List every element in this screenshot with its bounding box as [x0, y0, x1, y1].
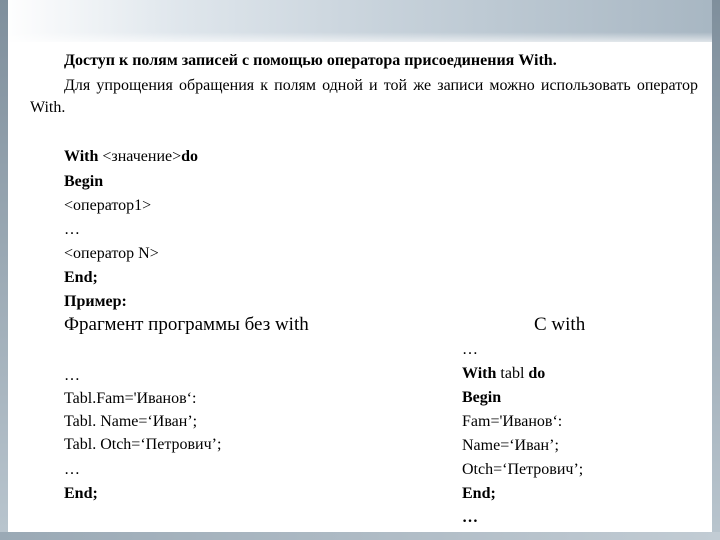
- syntax-ellipsis: …: [64, 221, 80, 238]
- left-end: End;: [64, 485, 98, 502]
- left-line-fam: Tabl.Fam='Иванов‘:: [64, 390, 197, 407]
- right-border: [712, 0, 720, 540]
- right-tabl: tabl: [496, 365, 529, 382]
- right-with-keyword: With: [462, 365, 497, 382]
- right-line-name: Name=‘Иван’;: [462, 437, 559, 454]
- do-keyword: do: [181, 148, 199, 165]
- right-line-fam: Fam='Иванов‘:: [462, 413, 563, 430]
- right-line-otch: Otch=‘Петрович’;: [462, 461, 584, 478]
- left-line-name: Tabl. Name=‘Иван’;: [64, 413, 198, 430]
- example-label: Пример:: [64, 293, 127, 310]
- syntax-end: End;: [64, 269, 98, 286]
- right-ellipsis: …: [462, 341, 478, 358]
- top-border-fade: [0, 0, 720, 46]
- with-value: <значение>: [102, 148, 182, 165]
- syntax-operator1: <оператор1>: [64, 197, 152, 214]
- left-ellipsis: …: [64, 367, 80, 384]
- syntax-begin: Begin: [64, 173, 104, 190]
- right-do-keyword: do: [528, 365, 546, 382]
- slide-heading: Доступ к полям записей с помощью оператора присоединения With.: [64, 52, 557, 69]
- syntax-with-line: [64, 147, 198, 167]
- right-with-line: [462, 364, 545, 384]
- right-end: End;: [462, 485, 496, 502]
- right-ellipsis-2: …: [462, 509, 478, 526]
- right-begin: Begin: [462, 389, 502, 406]
- left-ellipsis-2: …: [64, 461, 80, 478]
- right-column-title: С with: [534, 314, 586, 335]
- intro-paragraph: Для упрощения обращения к полям одной и той же записи можно использовать оператор With.: [30, 77, 698, 116]
- bottom-border: [0, 532, 720, 540]
- left-column-title: Фрагмент программы без with: [64, 314, 309, 335]
- syntax-operatorN: <оператор N>: [64, 245, 159, 262]
- left-border: [0, 0, 8, 540]
- left-line-otch: Tabl. Otch=‘Петрович’;: [64, 436, 222, 453]
- with-keyword: With: [64, 148, 99, 165]
